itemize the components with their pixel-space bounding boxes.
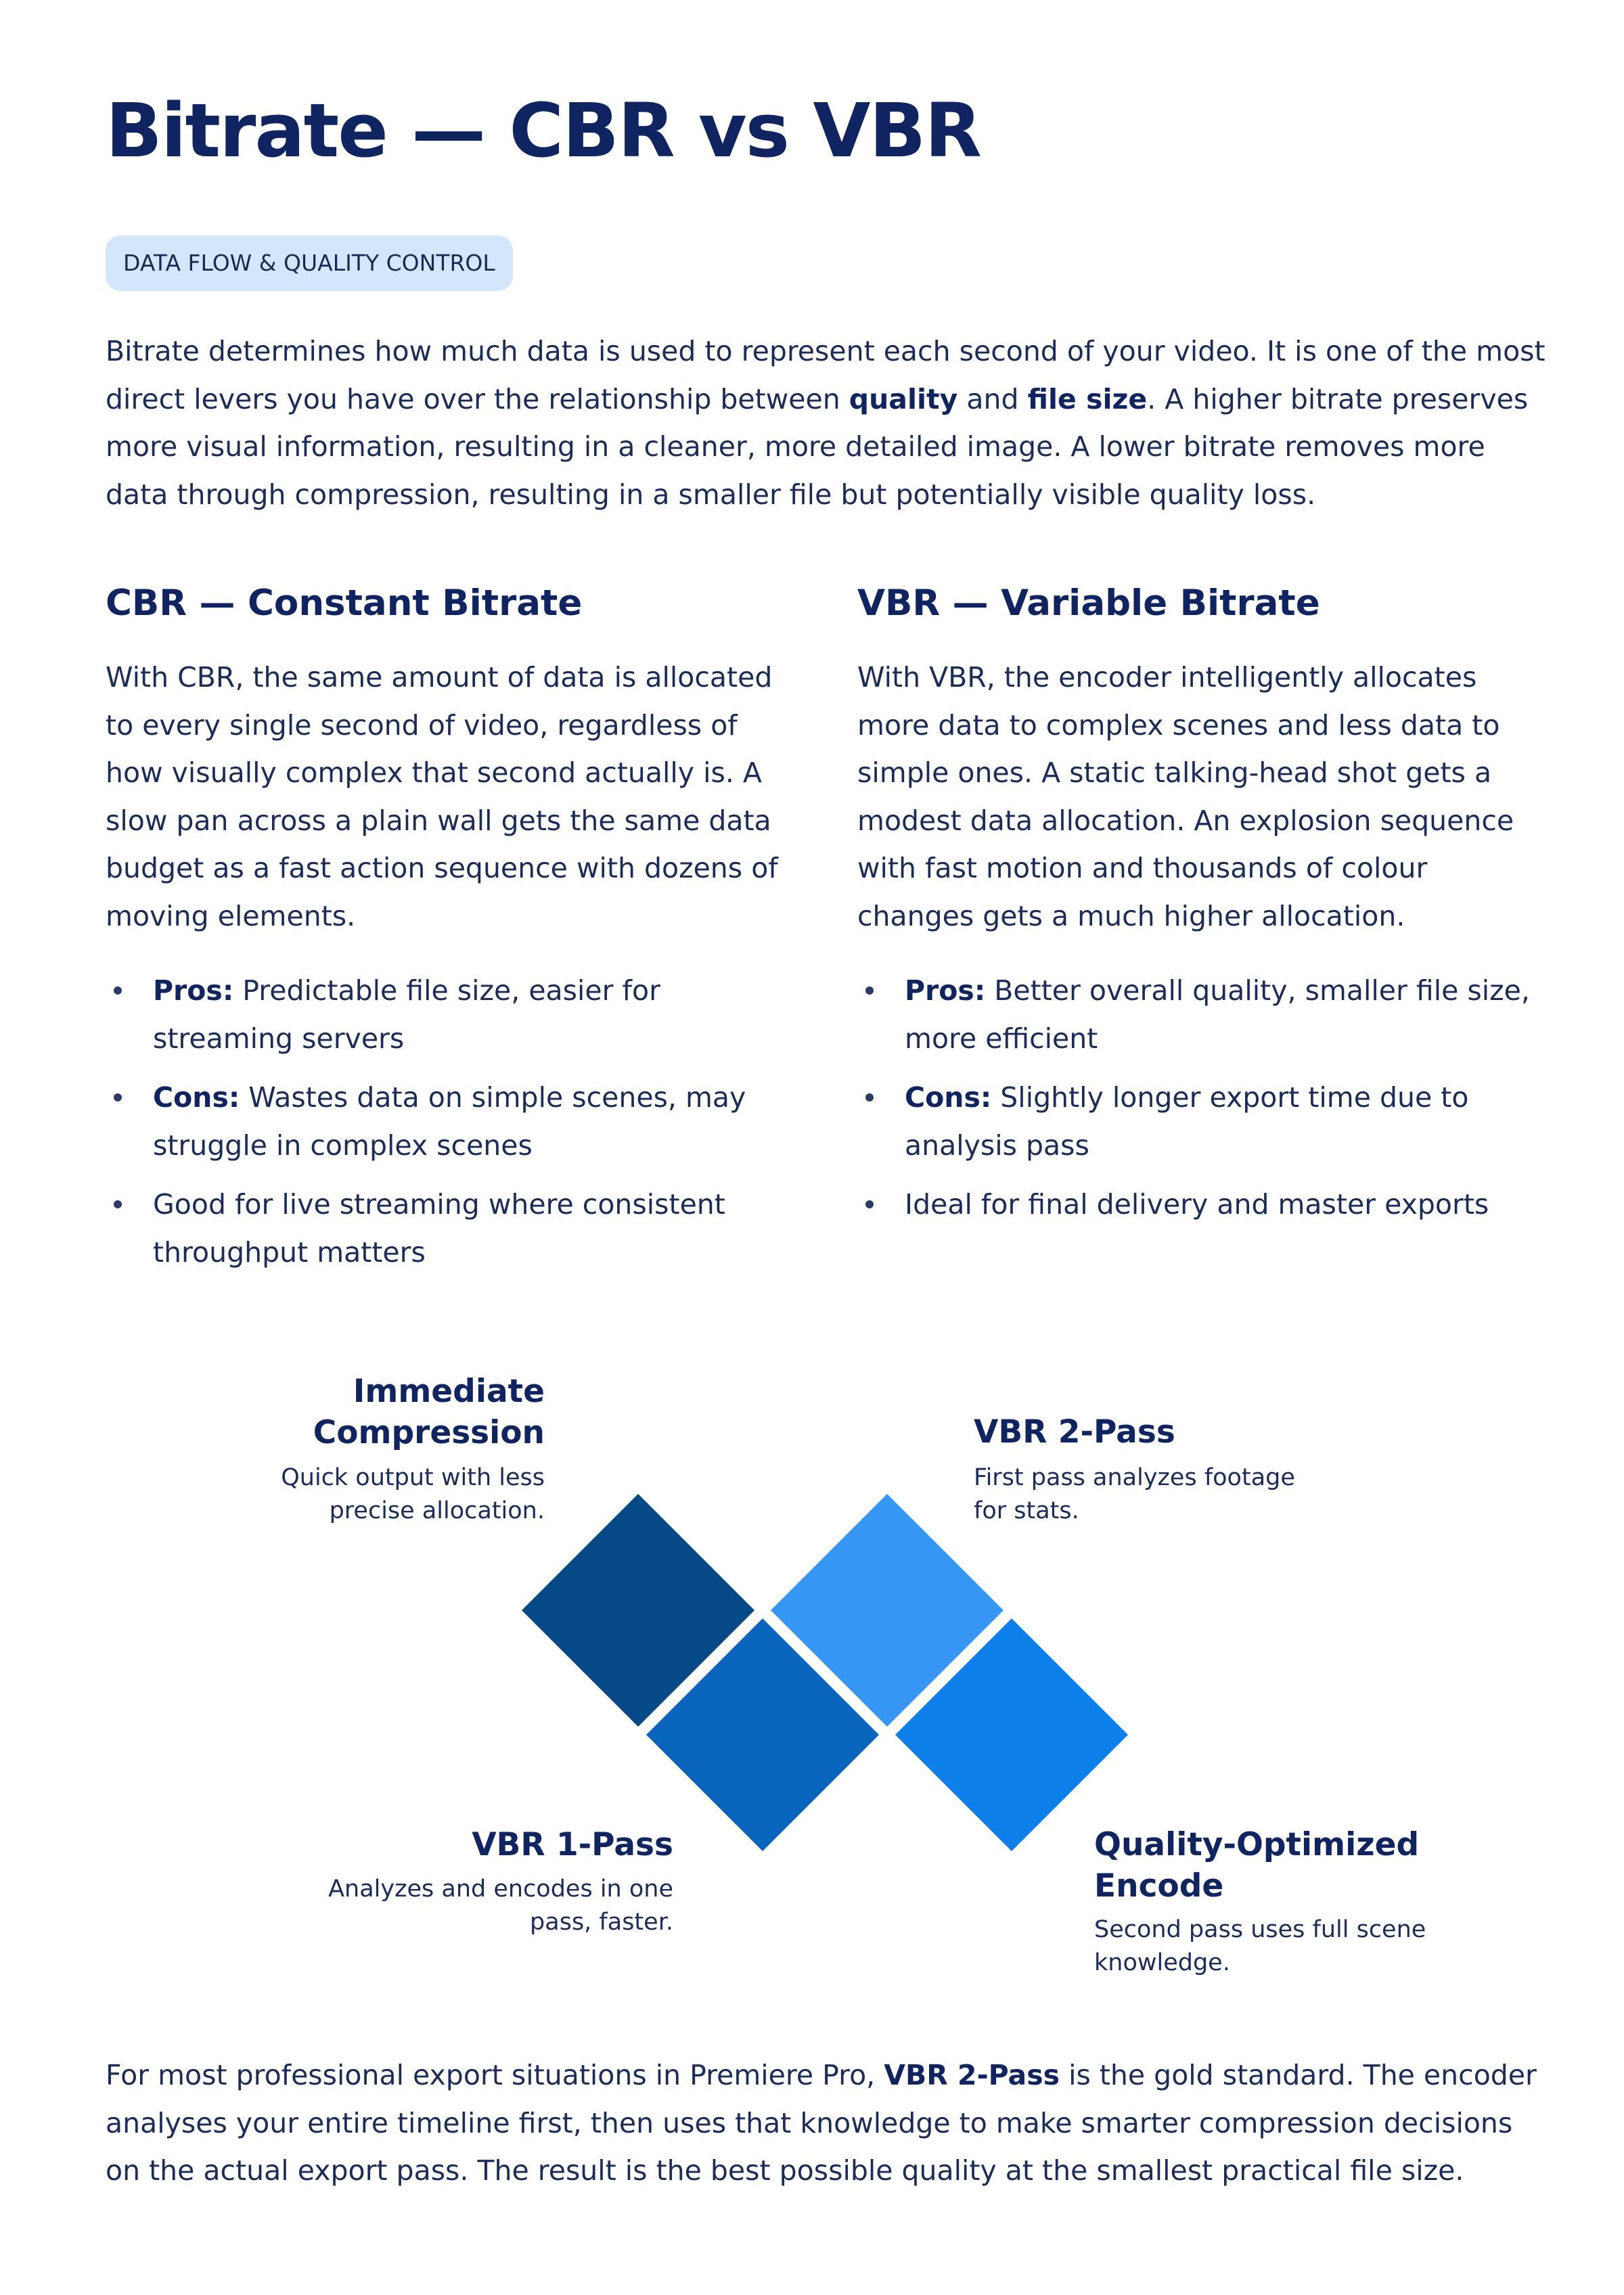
label-vbr-2-pass-title: VBR 2-Pass xyxy=(974,1413,1175,1451)
label-immediate-compression-desc: Quick output with less precise allocation. xyxy=(281,1464,545,1524)
label-vbr-1-pass-title: VBR 1-Pass xyxy=(472,1826,673,1863)
label-immediate-compression-title: Immediate Compression xyxy=(313,1373,545,1451)
category-badge: DATA FLOW & QUALITY CONTROL xyxy=(106,235,513,291)
label-quality-optimized-title: Quality-Optimized Encode xyxy=(1094,1826,1420,1905)
bullet-text: Good for live streaming where consistent throughput matters xyxy=(153,1188,725,1269)
page-title: Bitrate — CBR vs VBR xyxy=(106,87,981,174)
bullet-label: Cons: xyxy=(153,1081,240,1114)
bullet-text: Better overall quality, smaller file size, more efficient xyxy=(905,974,1530,1055)
intro-text: Bitrate determines how much data is used to represent each second of your video. It is one of the most direct levers you have over the relationship between xyxy=(106,335,1546,415)
intro-text: . A higher bitrate preserves more visual information, resulting in a cleaner, more detailed image. A lower bitrate removes more data through compression, resulting in a smaller file but potentially visible quality loss. xyxy=(106,382,1529,511)
bullet-text: Predictable file size, easier for streaming servers xyxy=(153,974,660,1055)
bullet-label: Pros: xyxy=(153,974,234,1007)
label-vbr-1-pass-desc: Analyzes and encodes in one pass, faster. xyxy=(328,1876,673,1936)
bullet-label: Pros: xyxy=(905,974,986,1007)
intro-bold-file-size: file size xyxy=(1027,382,1148,415)
intro-bold-quality: quality xyxy=(849,382,958,415)
intro-text: and xyxy=(957,382,1028,415)
bullet-text: Slightly longer export time due to analysis pass xyxy=(905,1081,1469,1162)
outro-text: is the gold standard. The encoder analyses your entire timeline first, then uses that knowledge to make smarter compression decisions on the actual export pass. The result is the best possible quality at the smallest practical file size. xyxy=(106,2059,1537,2187)
label-quality-optimized-desc: Second pass uses full scene knowledge. xyxy=(1094,1916,1426,1976)
outro-text: For most professional export situations in Premiere Pro, xyxy=(106,2059,884,2091)
cbr-heading: CBR — Constant Bitrate xyxy=(106,583,583,624)
bullet-label: Cons: xyxy=(905,1081,992,1114)
bullet-text: Wastes data on simple scenes, may struggle in complex scenes xyxy=(153,1081,746,1162)
bullet-text: Ideal for final delivery and master exports xyxy=(905,1188,1489,1221)
label-vbr-2-pass-desc: First pass analyzes footage for stats. xyxy=(974,1464,1295,1524)
cbr-body: With CBR, the same amount of data is allocated to every single second of video, regardless of how visually complex that second actually is. A slow pan across a plain wall gets the same data budget as a fast action sequence with dozens of moving elements. xyxy=(106,661,778,932)
outro-paragraph xyxy=(106,2051,1547,2195)
vbr-heading: VBR — Variable Bitrate xyxy=(857,583,1320,624)
vbr-body: With VBR, the encoder intelligently allocates more data to complex scenes and less data to simple ones. A static talking-head shot gets a modest data allocation. An explosion sequence with fast motion and thousands of colour changes gets a much higher allocation. xyxy=(857,661,1514,932)
outro-bold-vbr-2-pass: VBR 2-Pass xyxy=(884,2059,1060,2091)
